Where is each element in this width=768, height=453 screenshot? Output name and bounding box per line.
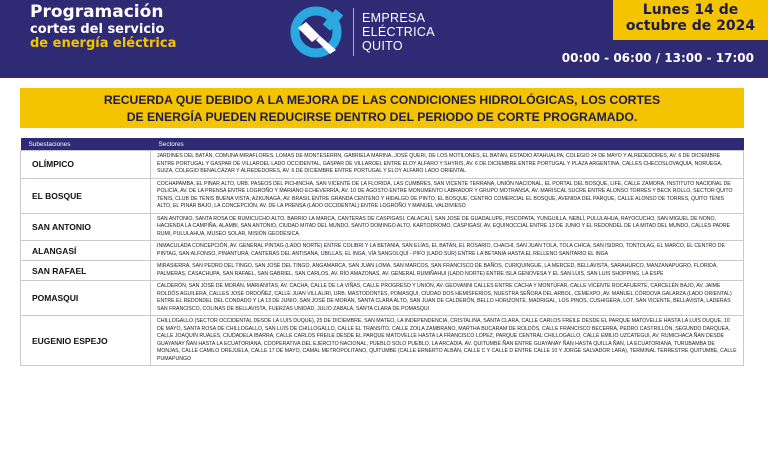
date-line-2: octubre de 2024 [625, 18, 756, 34]
sectors-cell: CALDERÓN, SAN JOSÉ DE MORÁN, MARIANITAS, AV. CACHA, CALLE DE LA VIÑAS, CALLE PROGRESO Y UNIÓN, AV. GEOVANNI CALLES ENTRE CACHA Y MONTÚFAR, CALLE VICENTE ROCAFUERTE, CARCELÉN BAJO, AV. JAIME ROLDÓS AGUILERA, CALLES JOSÉ ORDOÑEZ, CALLE JUAN VILLALIRI, URB. MASTODONTES, POMASQUI, CIUDAD DOS HEMISFERIOS, NUESTRA SEÑORA DEL ARBOL, CEMEXPO, AV. MANUEL CÓRDOVA GALARZA (LADO ORIENTAL) ENTRE EL REDONDEL DEL CONDADO Y LA 13 DE JUNIO, SAN JOSÉ DE MORÁN, SANTA CLARA ALTO, SAN JUAN DE CALDERÓN, BELLO HORIZONTE, MADRIGAL, LOS PINOS, CUSHIGERA, LOT. SAN VICENTE, BELLAVISTA, LADERAS SAN FRANCISCO, COLINAS DE BELLAVISTA, FUERZAS UNIDAD, JULIO ZABALA, SANTA CLARA DE POMASQUI [151, 281, 744, 316]
sectors-cell: SAN ANTONIO, SANTA ROSA DE RUMICUCHO ALTO, BARRIO LA MARCA, CANTERAS DE CASPIGASI, CALACALÍ, SAN JOSÉ DE GUADALUPE, PISCOPATA, YUNGUILLA, NEBLÍ, PULULAHUA, RAYOCUCHO, SAN MIGUEL DE NONO, HACIENDA LA CAMPIÑA, ALAMBI, SAN ANTONIO, CIUDAD MITAD DEL MUNDO, SANTO DOMINGO ALTO, KARTODROMO, CASPIGASI, AV. EQUINOCCIAL ENTRE 13 DE JUNIO Y EL REDONDEL DE LA MITAD DEL MUNDO, CALLES PADRE RUMI, PULULAHUA, MUSEO SOLAR, MISIÓN GEODÉSICA [151, 213, 744, 241]
sectors-cell: CHILLOGALLO (SECTOR OCCIDENTAL DESDE LA LUIS DUQUE), 25 DE DICIEMBRE, SAN MATEO, LA INDEPENDENCIA, CRISTALINA, SANTA CLARA, CALLE CARLOS FREILE DESDE EL PARQUE MATOVELLE HASTA LA LUIS DUQUE, 10 DE MAYO, SANTA ROSA DE CHILLOGALLO, SAN LUIS DE CHILLOGALLO, CALLE EL TRANSITO, CALLE ZOILA ZAMBRANO, MARTHA BUCARAM DE ROLDÓS, CALLE FRANCISCO BECERRA, PEDRO CASTRILLÓN, SEGUNDO DARQUEA, CALLE JOAQUÍN RUALES, CIUDADELA IBARRA, CALLE CARLOS FREILE DESDE EL PARQUE MATOVELLE HASTA LA FRANCISCO LOPEZ, PARQUE CENTRAL CHILLOGALLO, CALLE EMILIO UZCATEGUI, AV. RUMICHACA ÑAN DESDE GUAYANAY ÑAN HASTA LA ECUATORIANA, COOPERATIVA DEL EJÉRCITO NACIONAL, PUEBLO SOLO PUEBLO, LA ARCADIA, AV. QUITUMBE ÑAN ENTRE GUAYANAY ÑAN HASTA QUILLA ÑAN, LA ECUATORIANA, TURUBAMBA DE MONJAS, CALLE CAMILO OREJUELA, CALLE 17 DE MAYO, CAMAL METROPOLITANO, QUITUMBE (CALLE ERNERTO ALBÁN, CALLE C Y CALLE D ENTRE CALLE 10 Y JORGE SALVADOR LARA), TERMINAL TERRESTRE QUITUMBE, CALLE PUMAPUNGO [151, 316, 744, 366]
header-banner [0, 0, 768, 78]
table-row [21, 241, 744, 261]
substation-name: OLÍMPICO [21, 151, 151, 179]
table-row [21, 316, 744, 366]
sectors-cell: JARDINES DEL BATÁN, COMUNA MIRAFLORES, LOMAS DE MONTESERRN, GABRIELA MARINA, JOSÉ QUERI, DE LOS MOTILONES, EL BATÁN, ESTADIO ATAHUALPA, COLEGIO 24 DE MAYO Y ALREDEDORES, AV. 6 DE DICIEMBRE ENTRE PORTUGAL Y GASPAR DE VILLAROEL LADO OCCIDENTAL, GASPAR DE VILLAROEL ENTRE ELOY ALFARO Y SHYRIS, AV. 6 DE DICIEMBRE ENTRE PORTUGAL Y PLAZA ARGENTINA, CALLES CHECOSLOVAQUIA, NORUEGA, SUIZA, COLEGIO BENALCÁZAR Y ALREDEDORES, AV. 6 DE DICIEMBRE ENTRE PORTUGAL Y ELOY ALFARO LADO ORIENTAL [151, 151, 744, 179]
eeq-logo-icon [290, 6, 346, 58]
column-header-sectors: Sectores [151, 138, 744, 151]
outage-table [20, 138, 744, 366]
table-row [21, 178, 744, 213]
substation-name: EL BOSQUE [21, 178, 151, 213]
sectors-cell: COCHAPAMBA, EL PINAR ALTO, URB. PASEOS DEL PICHINCHA, SAN VICENTE DE LA FLORIDA, LAS CUMBRES, SAN VICENTE TERRANA, UNIÓN NACIONAL, EL PORTAL DEL BOSQUE, LIFE, CALLE ZAMORA, INSTITUTO NACIONAL DE POLICÍA, AV. DE LA PRENSA ENTRE LOGROÑO Y MARIANO ECHEVERRÍA, AV. 10 DE AGOSTO ENTRE MONUMENTO LABRADOR Y GRUPO MOTRANSA, AV. MARISCAL SUCRE ENTRE ALONSO TORRES Y BECK ROLLO, SECTOR QUITO TENIS, CLUB DE TENIS BUENA VISTA, AZKUNAGA, AV. BRASIL ENTRE GRANDA CENTENO Y HIDALGO DE PINTO, EL BOSQUE, CENTRO COMERCIAL EL BOSQUE, AVENIDA DEL PARQUE, CALLE ALONSO DE TORRES, QUITO TENIS ALTO, EL PINAR BAJO, LA CONCEPCIÓN, AV. DE LA PRENSA (LADO OCCIDENTAL) ENTRE LOGROÑO Y MANUEL VALDIVIESO [151, 178, 744, 213]
table-row [21, 281, 744, 316]
brand-line-3: QUITO [362, 39, 403, 53]
substation-name: POMASQUI [21, 281, 151, 316]
substation-name: SAN RAFAEL [21, 261, 151, 281]
title-line-2: cortes del servicio [30, 22, 165, 37]
substation-name: EUGENIO ESPEJO [21, 316, 151, 366]
table-header-row [21, 138, 744, 151]
column-header-substations: Subestaciones [21, 138, 151, 151]
date-line-1: Lunes 14 de [642, 2, 739, 18]
substation-name: ALANGASÍ [21, 241, 151, 261]
brand-name [362, 11, 435, 53]
title-line-1: Programación [30, 2, 164, 22]
sectors-cell: MIRASIERRA, SAN PEDRO DEL TINGO, SAN JOSÉ DEL TINGO, ANGAMARCA, SAN JUAN LOMA, SAN MARCOS, SAN FRANCISCO DE BAÑOS, CURIQUINGUE, LA MERCED, BELLAVISTA, SARAHURCO, MANZANAPUGRO, FLORIDA, PALMERAS, CASACHUPA, SAN RAFAEL, SAN GABRIEL, SAN CARLOS, AV. RÍO AMAZONAS, AV. GENERAL RUMIÑAHUI (LADO NORTE) ENTRE ISLA GENOVESA Y EL SAN LUIS, SAN LUIS SHOPPING, LA ESPE [151, 261, 744, 281]
schedule-hours: 00:00 - 06:00 / 13:00 - 17:00 [561, 51, 754, 65]
sectors-cell: INMACULADA CONCEPCIÓN, AV. GENERAL PINTAG (LADO NORTE) ENTRE COLIBRÍ Y LA BETANIA, SAN ELÍAS, EL BATÁN, EL ROSARIO, CHACHI, SAN JUAN TOLA, TOLA CHICA, SAN ISIDRO, TONTOLAG, EL MARCO, EL CENTRO DE PINTAG, SAN ALFONSO, PINANTURA, CANTERAS DEL ANTISANA, UBILLAS, EL INGA, VÍA SANGOLQUÍ - PIFO (LADO SUR) ENTRE LA BETANIA HASTA EL RELLENO SANITARIO EL INGA [151, 241, 744, 261]
substation-name: SAN ANTONIO [21, 213, 151, 241]
date-badge [613, 0, 768, 40]
notice-line-2: DE ENERGÍA PUEDEN REDUCIRSE DENTRO DEL PERIODO DE CORTE PROGRAMADO. [126, 110, 638, 124]
table-row [21, 151, 744, 179]
brand-line-2: ELÉCTRICA [362, 25, 435, 39]
logo-divider [353, 8, 354, 56]
brand-line-1: EMPRESA [362, 11, 426, 25]
title-line-3: de energía eléctrica [30, 36, 177, 51]
table-row [21, 213, 744, 241]
page-title [30, 4, 176, 50]
table-row [21, 261, 744, 281]
notice-banner [20, 88, 744, 128]
notice-line-1: RECUERDA QUE DEBIDO A LA MEJORA DE LAS CONDICIONES HIDROLÓGICAS, LOS CORTES [103, 93, 661, 107]
